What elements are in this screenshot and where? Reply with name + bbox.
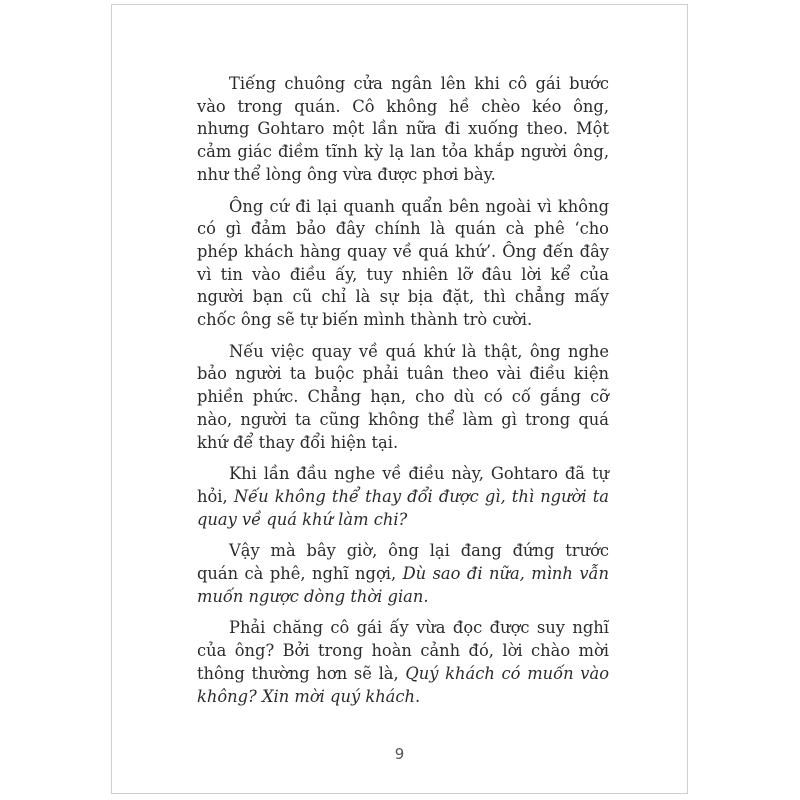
paragraph-text: Ông cứ đi lại quanh quẩn bên ngoài vì không có gì đảm bảo đây chính là quán cà phê ‘cho phép khách hàng quay về quá khứ’. Ông đến đây vì tin vào điều ấy, tuy nhiên lỡ đâu lời kể của người bạn cũ chỉ là sự bịa đặt, thì chẳng mấy chốc ông sẽ tự biến mình thành trò cười.	[197, 196, 609, 330]
inner-thought-italic: Quý khách có muốn vào không? Xin mời quý khách	[197, 663, 609, 706]
inner-thought-italic: Nếu không thể thay đổi được gì, thì người ta quay về quá khứ làm chi?	[197, 486, 609, 529]
page-body	[197, 73, 609, 708]
paragraph-text: Khi lần đầu nghe về điều này, Gohtaro đã tự hỏi,	[197, 464, 609, 506]
paragraph	[197, 617, 609, 708]
paragraph	[197, 540, 609, 608]
paragraph-text: .	[415, 686, 421, 706]
paragraph	[197, 73, 609, 187]
paragraph-text: Tiếng chuông cửa ngân lên khi cô gái bước vào trong quán. Cô không hề chèo kéo ông, nhưng Gohtaro một lần nữa đi xuống theo. Một cảm giác điềm tĩnh kỳ lạ lan tỏa khắp người ông, như thể lòng ông vừa được phơi bày.	[197, 74, 609, 184]
paragraph	[197, 463, 609, 531]
paragraph-text: Vậy mà bây giờ, ông lại đang đứng trước quán cà phê, nghĩ ngợi,	[197, 541, 609, 584]
paragraph-text: Phải chăng cô gái ấy vừa đọc được suy nghĩ của ông? Bởi trong hoàn cảnh đó, lời chào mời thông thường hơn sẽ là,	[197, 618, 609, 683]
paragraph-text: Nếu việc quay về quá khứ là thật, ông nghe bảo người ta buộc phải tuân theo vài điều kiện phiền phức. Chẳng hạn, cho dù có cố gắng cỡ nào, người ta cũng không thể làm gì trong quá khứ để thay đổi hiện tại.	[197, 341, 609, 452]
book-page	[111, 4, 688, 794]
page-number: 9	[394, 745, 405, 763]
paragraph	[197, 341, 609, 455]
paragraph	[197, 196, 609, 332]
inner-thought-italic: Dù sao đi nữa, mình vẫn muốn ngược dòng thời gian.	[197, 564, 610, 606]
